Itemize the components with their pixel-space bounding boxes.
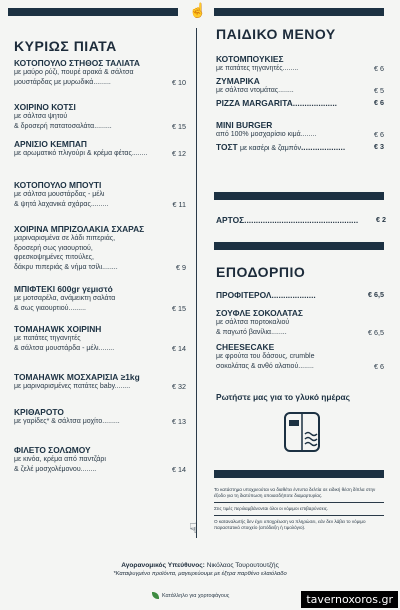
item-name: ΤΟΣΤ με κασέρι & ζαμπόν................... € 3: [216, 142, 384, 152]
item-price: € 6,5: [368, 327, 384, 337]
market-name: Νικόλαος Τουρουτουτζής: [206, 562, 279, 569]
menu-item: [14, 58, 186, 87]
item-name: ΦΙΛΕΤΟ ΣΟΛΩΜΟΥ: [14, 445, 91, 455]
column-divider: [196, 28, 197, 538]
menu-item: [14, 445, 186, 474]
item-price: € 12: [172, 149, 186, 158]
menu-item: [14, 372, 186, 392]
left-top-bar: [8, 8, 178, 16]
item-price: € 6,5: [368, 290, 384, 299]
item-name: ΚΟΤΟΜΠΟΥΚΙΕΣ: [216, 54, 284, 64]
watermark: tavernoxoros.gr: [301, 591, 398, 608]
main-dishes-title: ΚΥΡΙΩΣ ΠΙΑΤΑ: [14, 38, 117, 54]
legal-notes: [214, 487, 384, 534]
menu-item: [216, 54, 384, 74]
item-name: ΜΠΙΦΤΕΚΙ 600gr γεμιστό: [14, 284, 113, 294]
item-name: ΚΟΤΟΠΟΥΛΟ ΜΠΟΥΤΙ: [14, 180, 102, 190]
item-description: με μαριναρισμένες πατάτες baby........ € 32: [14, 382, 186, 391]
bread-item: ΑΡΤΟΣ................................................. € 2: [216, 215, 386, 225]
item-description: με σάλτσα μουστάρδας - μέλι: [14, 191, 105, 198]
item-price: € 6: [374, 64, 384, 73]
dessert-title: ΕΠΟΔΟΡΠΙΟ: [216, 264, 306, 280]
item-name: ΤΟΜΑΗΑWΚ ΧΟΙΡΙΝΗ: [14, 324, 102, 334]
menu-item: [14, 324, 186, 353]
leaf-icon: [152, 592, 159, 599]
item-price: € 3: [374, 142, 384, 151]
item-price: € 6: [374, 361, 384, 371]
menu-item: [14, 224, 186, 272]
menu-item: [14, 139, 186, 159]
ask-dessert-text: Ρωτήστε μας για το γλυκό ημέρας: [216, 392, 351, 402]
item-price: € 15: [172, 303, 186, 313]
pointing-hand-bottom-icon: ☟: [189, 520, 198, 536]
menu-item: [216, 308, 384, 337]
note-receipt: Ο καταναλωτής δεν έχει υποχρέωση να πληρώσει, εάν δεν λάβει το νόμιμο παραστατικό στοιχείο (απόδειξη ή τιμολόγιο).: [214, 519, 366, 530]
item-name: ΧΟΙΡΙΝΟ ΚΟΤΣΙ: [14, 102, 76, 112]
item-price: € 14: [172, 343, 186, 353]
item-name: CHEESECAKE: [216, 342, 275, 352]
item-description: σοκολάτας & ανθό αλατιού........ € 6: [216, 361, 384, 371]
item-description: δάκρυ πιπεριάς & νήμα τσίλι........ € 9: [14, 262, 186, 272]
menu-item: [216, 76, 384, 96]
note-complaints: Το κατάστημα υποχρεούται να διαθέτει έντυπα δελτία σε ειδική θέση δίπλα στην έξοδο για τη διατύπωση οποιασδήποτε διαμαρτυρίας.: [214, 487, 376, 498]
frozen-note: *Καταψυγμένο προϊόντα, μαγειρεύουμε με έξτρα παρθένο ελαιόλαδο: [113, 571, 287, 577]
item-name: ΠΡΟΦΙΤΕΡΟΛ................... € 6,5: [216, 290, 384, 300]
pointing-hand-icon: ☝: [189, 2, 207, 18]
item-description: μαριναρισμένα σε λάδι πιπεριάς,: [14, 235, 116, 242]
menu-item: [14, 407, 186, 427]
menu-item: [216, 342, 384, 371]
vegetarian-note: Κατάλληλο για χορτοφάγους: [152, 592, 229, 599]
item-price: € 6: [374, 130, 384, 139]
item-description: με γαρίδες* & σάλτσα μοχίτο......... € 13: [14, 417, 186, 426]
item-price: € 13: [172, 417, 186, 426]
item-price: € 11: [172, 199, 186, 209]
item-price: € 15: [172, 121, 186, 131]
footer: [0, 562, 400, 577]
menu-item: [216, 98, 384, 108]
item-name: PIZZA MARGARITA................... € 6: [216, 98, 384, 108]
item-description: & σως γιαουρτιού......... € 15: [14, 303, 186, 313]
item-description: με αρωματικό πλιγούρι & κρέμα φέτας........ € 12: [14, 149, 186, 158]
menu-item: [216, 120, 384, 140]
item-price: € 32: [172, 382, 186, 391]
item-price: € 10: [172, 77, 186, 87]
item-name: ΣΟΥΦΛΕ ΣΟΚΟΛΑΤΑΣ: [216, 308, 303, 318]
item-name: ΖΥΜΑΡΙΚΑ: [216, 76, 260, 86]
item-description: με μοτσαρέλα, ανάμεικτη σαλάτα: [14, 295, 116, 302]
item-name: ΤΟΜΑΗΑWΚ ΜΟΣΧΑΡΙΣΙΑ ≥1kg: [14, 372, 140, 382]
item-description: & ζελέ μοσχολέμονου........ € 14: [14, 464, 186, 474]
bread-top-bar: [214, 192, 384, 200]
item-description: με σάλτσα πορτοκαλιού: [216, 319, 290, 326]
menu-item: [216, 142, 384, 154]
item-price: € 14: [172, 464, 186, 474]
note-taxes: Στις τιμές περιλαμβάνονται όλοι οι νόμιμοι επιβαρύνσεις.: [214, 506, 329, 511]
market-label: Αγορανομικός Υπεύθυνος:: [121, 562, 205, 569]
item-name: ΚΟΤΟΠΟΥΛΟ ΣΤΗΘΟΣ ΤΑΛΙΑΤΑ: [14, 58, 140, 68]
item-description: με σάλτσα ντομάτας........ € 5: [216, 86, 384, 95]
item-price: € 6: [374, 98, 384, 107]
item-description: με πατάτες τηγανητές........ € 6: [216, 64, 384, 73]
menu-item: [14, 284, 186, 313]
item-description: δροσερή σως γιαουρτιού,: [14, 244, 93, 252]
item-description: με φρούτα του δάσους, crumble: [216, 353, 315, 360]
item-description: με πατάτες τηγανητές: [14, 335, 81, 342]
item-description: & ψητά λαχανικά σχάρας......... € 11: [14, 199, 186, 209]
menu-item: [14, 102, 186, 131]
right-top-bar: [214, 8, 384, 16]
dessert-top-bar: [214, 242, 384, 250]
item-name: MINI BURGER: [216, 120, 273, 130]
menu-item: [216, 290, 384, 300]
menu-item: [14, 180, 186, 209]
item-description: από 100% μοσχαρίσιο κιμά........ € 6: [216, 130, 384, 139]
notes-top-bar: [214, 470, 384, 478]
item-name: ΑΡΝΙΣΙΟ ΚΕΜΠΑΠ: [14, 139, 87, 149]
kids-menu-title: ΠΑΙΔΙΚΟ ΜΕΝΟΥ: [216, 26, 336, 42]
item-name: ΚΡΙΘΑΡΟΤΟ: [14, 407, 64, 417]
item-description: με μαύρο ρύζι, πουρέ αρακά & σάλτσα: [14, 69, 134, 76]
item-price: € 9: [176, 262, 186, 272]
item-description: με σάλτσα ψητού: [14, 113, 68, 120]
item-description: & παγωτό βανίλια........ € 6,5: [216, 327, 384, 337]
item-description: με κινόα, κρέμα από παντζάρι: [14, 456, 106, 463]
item-description: φρεσκοψημένες πιτούλες,: [14, 254, 94, 261]
item-description: & σάλτσα μουστάρδα - μέλι........ € 14: [14, 343, 186, 353]
taverna-logo-icon: [284, 412, 320, 452]
item-name: ΧΟΙΡΙΝΑ ΜΠΡΙΖΟΛΑΚΙΑ ΣΧΑΡΑΣ: [14, 224, 145, 234]
item-description: μουστάρδας με μυρωδικά......... € 10: [14, 77, 186, 87]
item-price: € 5: [374, 86, 384, 95]
item-description: & δροσερή πατατοσαλάτα......... € 15: [14, 121, 186, 131]
